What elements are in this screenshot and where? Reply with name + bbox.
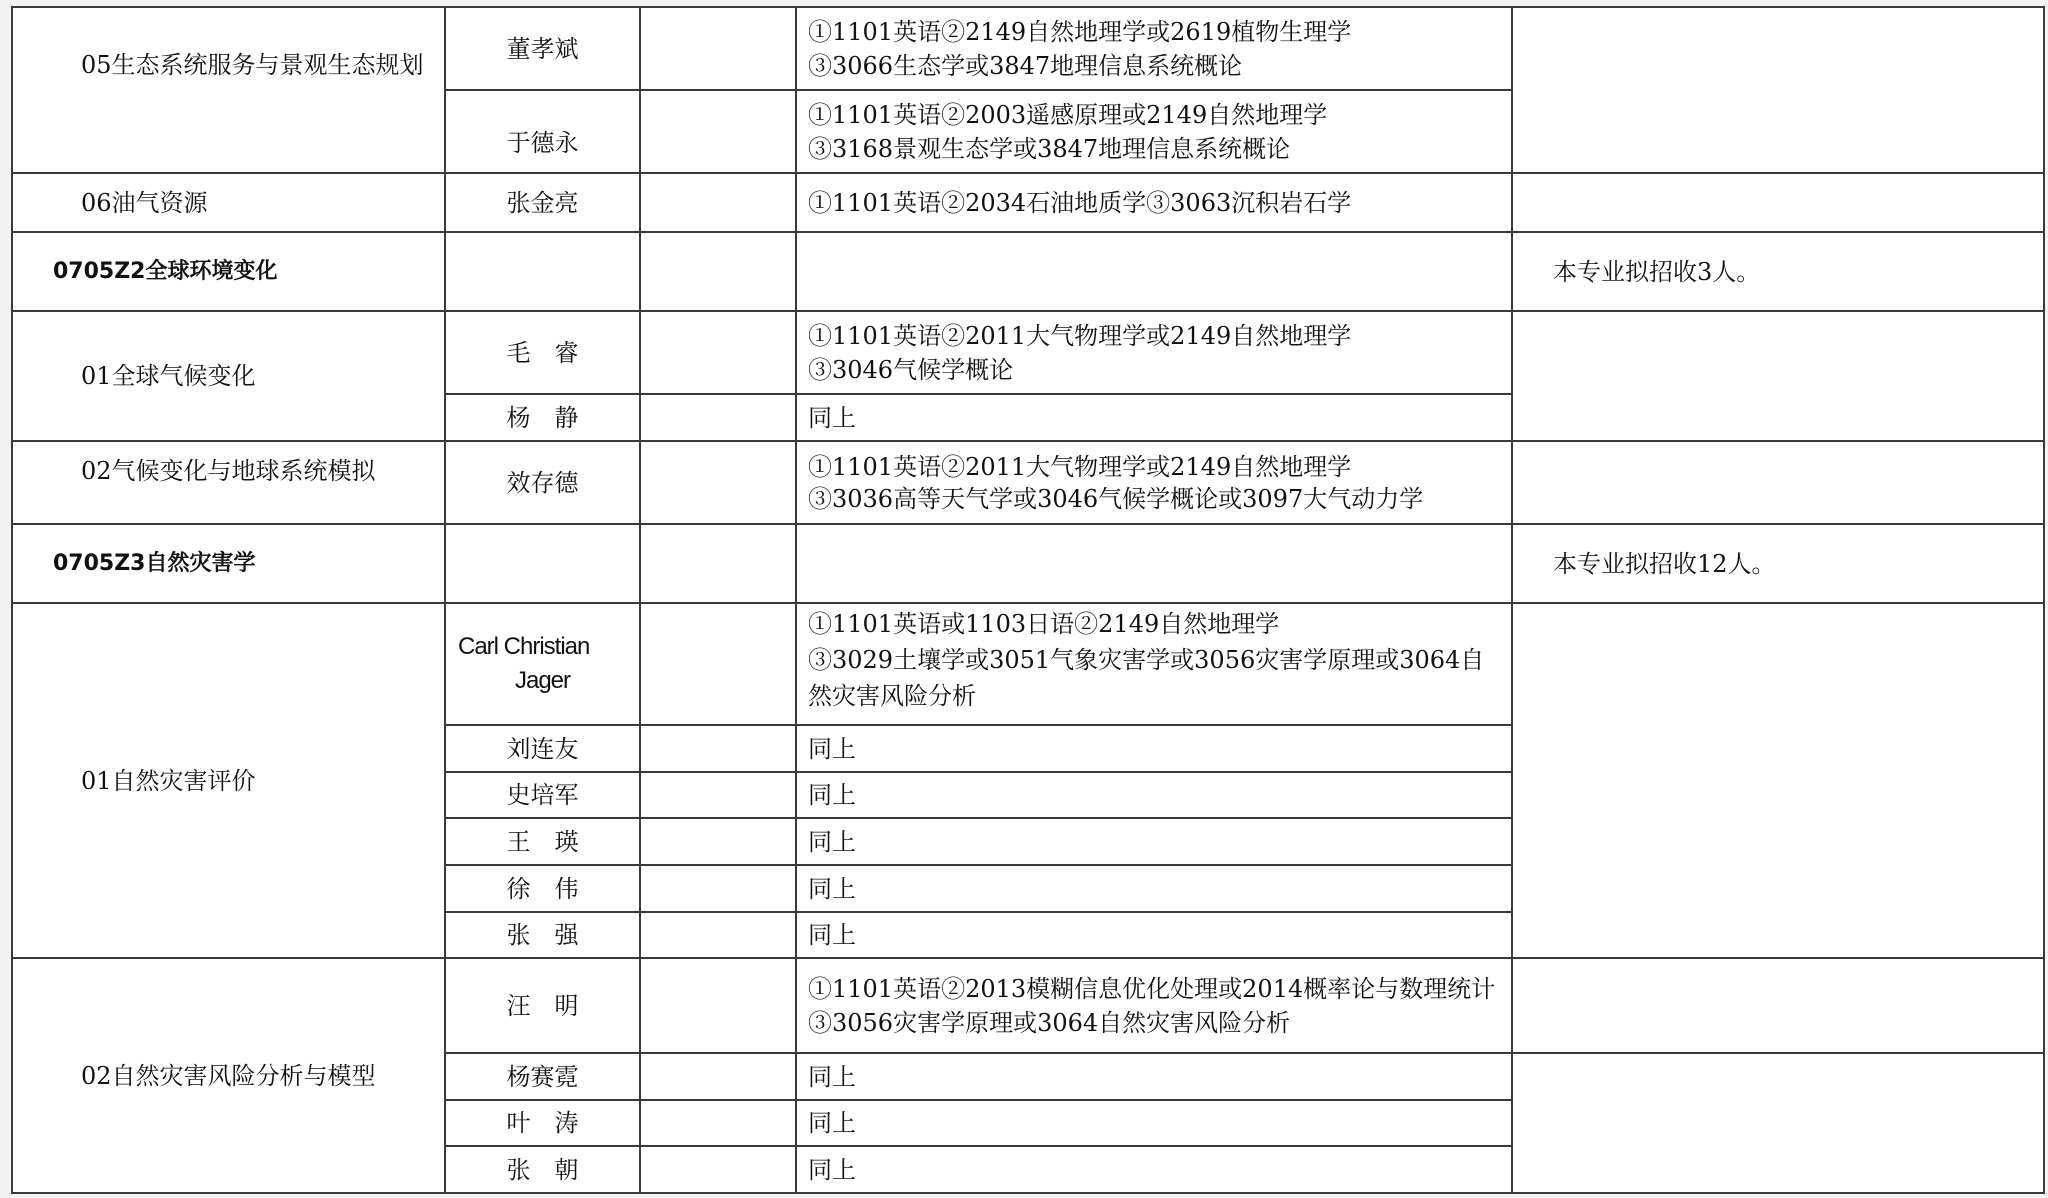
research-direction-cell: 02自然灾害风险分析与模型 [12,958,445,1193]
tutor-cell: 刘连友 [445,725,640,772]
empty-cell [640,394,796,441]
enrollment-note-cell: 本专业拟招收3人。 [1512,232,2044,311]
note-cell [1512,441,2044,524]
note-cell [1512,7,2044,173]
tutor-cell: 于德永 [445,90,640,173]
exam-subjects-cell: ①1101英语②2034石油地质学③3063沉积岩石学 [796,173,1512,232]
note-cell [1512,173,2044,232]
empty-cell [796,232,1512,311]
tutor-cell: 王瑛 [445,818,640,865]
tutor-cell: 效存德 [445,441,640,524]
major-title-cell: 0705Z3自然灾害学 [12,524,445,603]
exam-subjects-cell: 同上 [796,912,1512,958]
empty-cell [640,232,796,311]
empty-cell [640,603,796,725]
table-row [12,441,2044,524]
empty-cell [640,441,796,524]
exam-subjects-cell: 同上 [796,865,1512,912]
empty-cell [640,772,796,818]
tutor-cell: 张朝 [445,1146,640,1193]
empty-cell [640,865,796,912]
major-row [12,524,2044,603]
tutor-cell: 杨赛霓 [445,1053,640,1100]
note-cell [1512,958,2044,1053]
tutor-cell: 徐伟 [445,865,640,912]
exam-subjects-cell: ①1101英语②2013模糊信息优化处理或2014概率论与数理统计 ③3056灾害学原理或3064自然灾害风险分析 [796,958,1512,1053]
table-row [12,7,2044,90]
exam-subjects-cell: ①1101英语②2003遥感原理或2149自然地理学 ③3168景观生态学或3847地理信息系统概论 [796,90,1512,173]
tutor-cell: 史培军 [445,772,640,818]
tutor-cell: 毛睿 [445,311,640,394]
tutor-cell: Carl Christian Jager [445,603,640,725]
empty-cell [640,725,796,772]
note-cell [1512,1053,2044,1193]
empty-cell [640,7,796,90]
tutor-cell: 杨静 [445,394,640,441]
empty-cell [796,524,1512,603]
major-title-cell: 0705Z2全球环境变化 [12,232,445,311]
empty-cell [640,818,796,865]
major-row [12,232,2044,311]
empty-cell [640,1146,796,1193]
enrollment-note-cell: 本专业拟招收12人。 [1512,524,2044,603]
exam-subjects-cell: ①1101英语②2011大气物理学或2149自然地理学 ③3046气候学概论 [796,311,1512,394]
empty-cell [640,524,796,603]
tutor-cell: 叶涛 [445,1100,640,1146]
exam-subjects-cell: 同上 [796,772,1512,818]
empty-cell [445,232,640,311]
empty-cell [640,912,796,958]
admissions-table [11,6,2045,1194]
exam-subjects-cell: 同上 [796,394,1512,441]
tutor-cell: 张强 [445,912,640,958]
tutor-cell: 张金亮 [445,173,640,232]
note-cell [1512,603,2044,958]
exam-subjects-cell: 同上 [796,1100,1512,1146]
table-row [12,603,2044,725]
exam-subjects-cell: ①1101英语或1103日语②2149自然地理学 ③3029土壤学或3051气象灾害学或3056灾害学原理或3064自然灾害风险分析 [796,603,1512,725]
empty-cell [640,90,796,173]
exam-subjects-cell: ①1101英语②2011大气物理学或2149自然地理学 ③3036高等天气学或3046气候学概论或3097大气动力学 [796,441,1512,524]
exam-subjects-cell: 同上 [796,818,1512,865]
research-direction-cell: 05生态系统服务与景观生态规划 [12,7,445,173]
empty-cell [640,173,796,232]
table-row [12,958,2044,1053]
table-row [12,311,2044,394]
table-row [12,173,2044,232]
research-direction-cell: 02气候变化与地球系统模拟 [12,441,445,524]
empty-cell [640,1100,796,1146]
research-direction-cell: 06油气资源 [12,173,445,232]
exam-subjects-cell: 同上 [796,1146,1512,1193]
exam-subjects-cell: ①1101英语②2149自然地理学或2619植物生理学 ③3066生态学或3847地理信息系统概论 [796,7,1512,90]
tutor-cell: 董孝斌 [445,7,640,90]
research-direction-cell: 01全球气候变化 [12,311,445,441]
empty-cell [640,1053,796,1100]
empty-cell [640,311,796,394]
exam-subjects-cell: 同上 [796,1053,1512,1100]
exam-subjects-cell: 同上 [796,725,1512,772]
tutor-cell: 汪明 [445,958,640,1053]
research-direction-cell: 01自然灾害评价 [12,603,445,958]
note-cell [1512,311,2044,441]
empty-cell [445,524,640,603]
empty-cell [640,958,796,1053]
